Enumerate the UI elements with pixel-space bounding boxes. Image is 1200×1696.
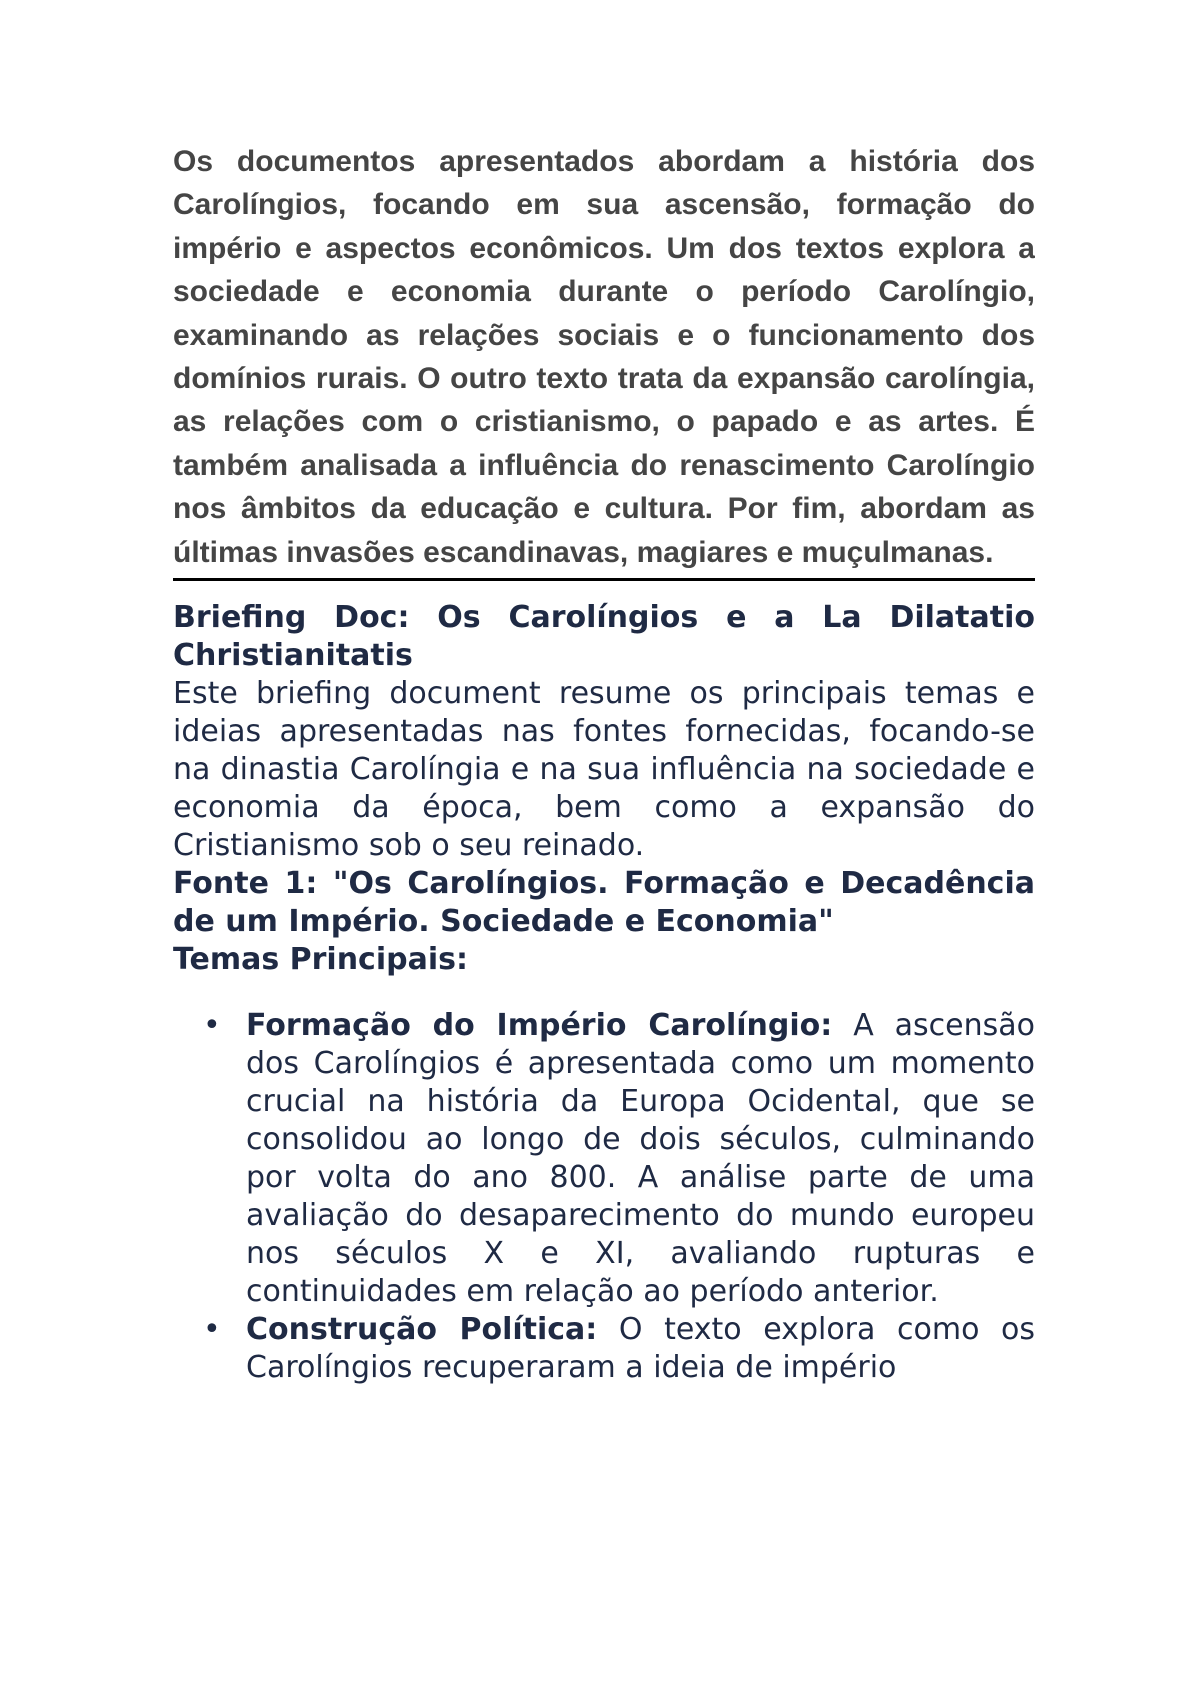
briefing-section (173, 599, 1035, 1387)
briefing-title: Briefing Doc: Os Carolíngios e a La Dilatatio Christianitatis (173, 600, 1035, 674)
bullet-icon: • (203, 1312, 221, 1348)
theme-text: O texto explora como os Carolíngios recuperaram a ideia de império (246, 1312, 1035, 1386)
themes-heading: Temas Principais: (173, 942, 468, 978)
theme-text: A ascensão dos Carolíngios é apresentada como um momento crucial na história da Europa Ocidental, que se consolidou ao longo de dois séculos, culminando por volta do ano 800. A análise parte de uma avaliação do desaparecimento do mundo europeu nos séculos X e XI, avaliando rupturas e continuidades em relação ao período anterior. (246, 1008, 1035, 1310)
summary-paragraph: Os documentos apresentados abordam a história dos Carolíngios, focando em sua ascensão, formação do império e aspectos econômicos. Um dos textos explora a sociedade e economia durante o período Carolíngio, examinando as relações sociais e o funcionamento dos domínios rurais. O outro texto trata da expansão carolíngia, as relações com o cristianismo, o papado e as artes. É também analisada a influência do renascimento Carolíngio nos âmbitos da educação e cultura. Por fim, abordam as últimas invasões escandinavas, magiares e muçulmanas. (173, 140, 1035, 581)
list-item (173, 1311, 1035, 1387)
theme-name: Construção Política: (246, 1312, 598, 1348)
themes-list (173, 1007, 1035, 1387)
list-item (173, 1007, 1035, 1311)
bullet-icon: • (203, 1008, 221, 1044)
source-title: Fonte 1: "Os Carolíngios. Formação e Decadência de um Império. Sociedade e Economia" (173, 866, 1035, 940)
briefing-intro: Este briefing document resume os principais temas e ideias apresentadas nas fontes fornecidas, focando-se na dinastia Carolíngia e na sua influência na sociedade e economia da época, bem como a expansão do Cristianismo sob o seu reinado. (173, 676, 1035, 864)
document-page (173, 140, 1035, 1640)
theme-name: Formação do Império Carolíngio: (246, 1008, 833, 1044)
